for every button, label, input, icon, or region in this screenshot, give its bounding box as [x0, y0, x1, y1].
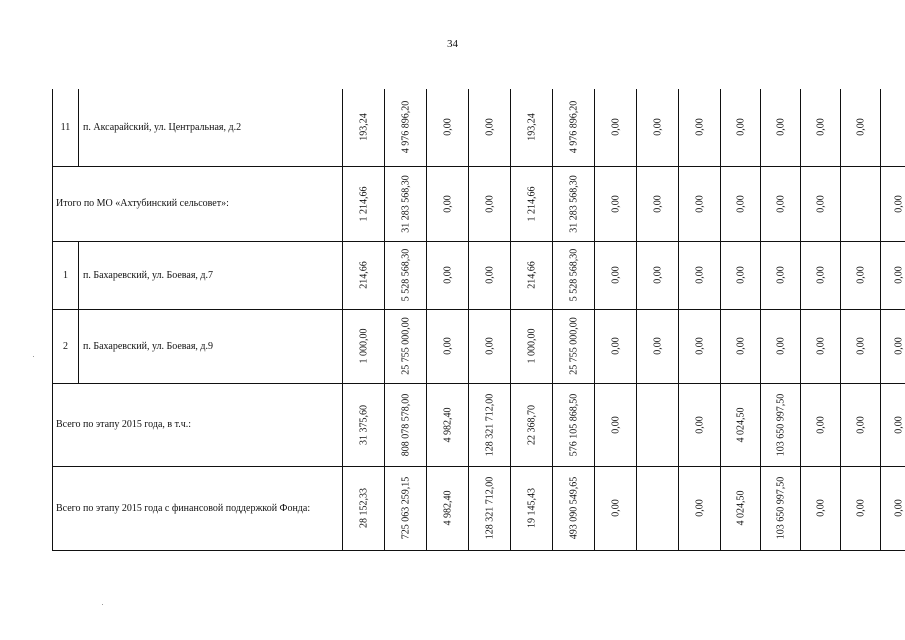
value-cell	[841, 166, 881, 241]
value-cell: 31 283 568,30	[385, 166, 427, 241]
value-cell: 725 063 259,15	[385, 466, 427, 550]
address-cell: п. Аксарайский, ул. Центральная, д.2	[79, 89, 343, 166]
value-cell: 0,00	[679, 89, 721, 166]
total-label: Всего по этапу 2015 года, в т.ч.:	[53, 383, 343, 466]
value-cell: 0,00	[761, 241, 801, 309]
value-cell: 0,00	[679, 166, 721, 241]
value-cell: 0,00	[637, 89, 679, 166]
value-cell: 0,00	[595, 241, 637, 309]
row-number: 11	[53, 89, 79, 166]
value-cell: 0,00	[427, 89, 469, 166]
value-cell: 4 982,40	[427, 383, 469, 466]
table-row	[53, 241, 905, 309]
table-row-total	[53, 466, 905, 550]
value-cell: 1 214,66	[511, 166, 553, 241]
value-cell: 576 105 868,50	[553, 383, 595, 466]
value-cell: 128 321 712,00	[469, 466, 511, 550]
value-cell: 214,66	[343, 241, 385, 309]
value-cell: 493 090 549,65	[553, 466, 595, 550]
value-cell	[881, 89, 905, 166]
value-cell: 0,00	[679, 383, 721, 466]
value-cell: 193,24	[343, 89, 385, 166]
value-cell: 0,00	[801, 466, 841, 550]
value-cell: 0,00	[881, 166, 905, 241]
value-cell: 0,00	[679, 241, 721, 309]
value-cell: 1 000,00	[343, 309, 385, 383]
value-cell: 128 321 712,00	[469, 383, 511, 466]
value-cell: 0,00	[881, 241, 905, 309]
value-cell: 0,00	[721, 89, 761, 166]
value-cell: 0,00	[801, 166, 841, 241]
value-cell: 4 976 896,20	[553, 89, 595, 166]
value-cell: 0,00	[801, 309, 841, 383]
value-cell: 4 982,40	[427, 466, 469, 550]
value-cell: 0,00	[595, 166, 637, 241]
value-cell: 0,00	[841, 383, 881, 466]
value-cell: 25 755 000,00	[385, 309, 427, 383]
value-cell: 0,00	[595, 383, 637, 466]
value-cell: 31 375,60	[343, 383, 385, 466]
table-row-subtotal	[53, 166, 905, 241]
total-fund-label: Всего по этапу 2015 года с финансовой поддержкой Фонда:	[53, 466, 343, 550]
value-cell	[637, 466, 679, 550]
value-cell: 0,00	[469, 89, 511, 166]
address-cell: п. Бахаревский, ул. Боевая, д.7	[79, 241, 343, 309]
value-cell: 19 145,43	[511, 466, 553, 550]
table-row	[53, 89, 905, 166]
address-cell: п. Бахаревский, ул. Боевая, д.9	[79, 309, 343, 383]
value-cell: 0,00	[761, 89, 801, 166]
page-number: 34	[447, 38, 458, 50]
value-cell: 5 528 568,30	[385, 241, 427, 309]
value-cell: 0,00	[801, 241, 841, 309]
scan-speck	[102, 604, 103, 605]
value-cell: 0,00	[427, 166, 469, 241]
value-cell: 0,00	[841, 309, 881, 383]
value-cell: 0,00	[595, 309, 637, 383]
value-cell: 0,00	[761, 166, 801, 241]
value-cell: 0,00	[761, 309, 801, 383]
value-cell: 0,00	[595, 466, 637, 550]
value-cell: 31 283 568,30	[553, 166, 595, 241]
value-cell: 28 152,33	[343, 466, 385, 550]
value-cell: 5 528 568,30	[553, 241, 595, 309]
value-cell: 0,00	[801, 89, 841, 166]
value-cell: 103 650 997,50	[761, 383, 801, 466]
value-cell: 0,00	[469, 241, 511, 309]
value-cell: 4 976 896,20	[385, 89, 427, 166]
value-cell: 0,00	[469, 166, 511, 241]
value-cell: 0,00	[679, 466, 721, 550]
value-cell: 0,00	[721, 166, 761, 241]
value-cell: 0,00	[881, 309, 905, 383]
value-cell: 0,00	[721, 309, 761, 383]
scan-speck	[33, 356, 34, 357]
value-cell: 4 024,50	[721, 383, 761, 466]
value-cell: 0,00	[469, 309, 511, 383]
value-cell: 0,00	[595, 89, 637, 166]
value-cell: 0,00	[721, 241, 761, 309]
value-cell: 1 000,00	[511, 309, 553, 383]
value-cell: 0,00	[881, 466, 905, 550]
value-cell: 4 024,50	[721, 466, 761, 550]
table-row-total	[53, 383, 905, 466]
value-cell: 0,00	[637, 309, 679, 383]
value-cell: 0,00	[841, 241, 881, 309]
row-number: 1	[53, 241, 79, 309]
value-cell: 1 214,66	[343, 166, 385, 241]
value-cell: 0,00	[841, 89, 881, 166]
value-cell: 0,00	[881, 383, 905, 466]
housing-program-table	[52, 89, 905, 551]
table-row	[53, 309, 905, 383]
value-cell: 808 078 578,00	[385, 383, 427, 466]
value-cell: 0,00	[427, 241, 469, 309]
subtotal-label: Итого по МО «Ахтубинский сельсовет»:	[53, 166, 343, 241]
value-cell: 103 650 997,50	[761, 466, 801, 550]
value-cell: 0,00	[637, 241, 679, 309]
value-cell	[637, 383, 679, 466]
value-cell: 22 368,70	[511, 383, 553, 466]
value-cell: 0,00	[841, 466, 881, 550]
row-number: 2	[53, 309, 79, 383]
value-cell: 193,24	[511, 89, 553, 166]
value-cell: 0,00	[637, 166, 679, 241]
value-cell: 0,00	[427, 309, 469, 383]
value-cell: 25 755 000,00	[553, 309, 595, 383]
value-cell: 214,66	[511, 241, 553, 309]
value-cell: 0,00	[679, 309, 721, 383]
value-cell: 0,00	[801, 383, 841, 466]
